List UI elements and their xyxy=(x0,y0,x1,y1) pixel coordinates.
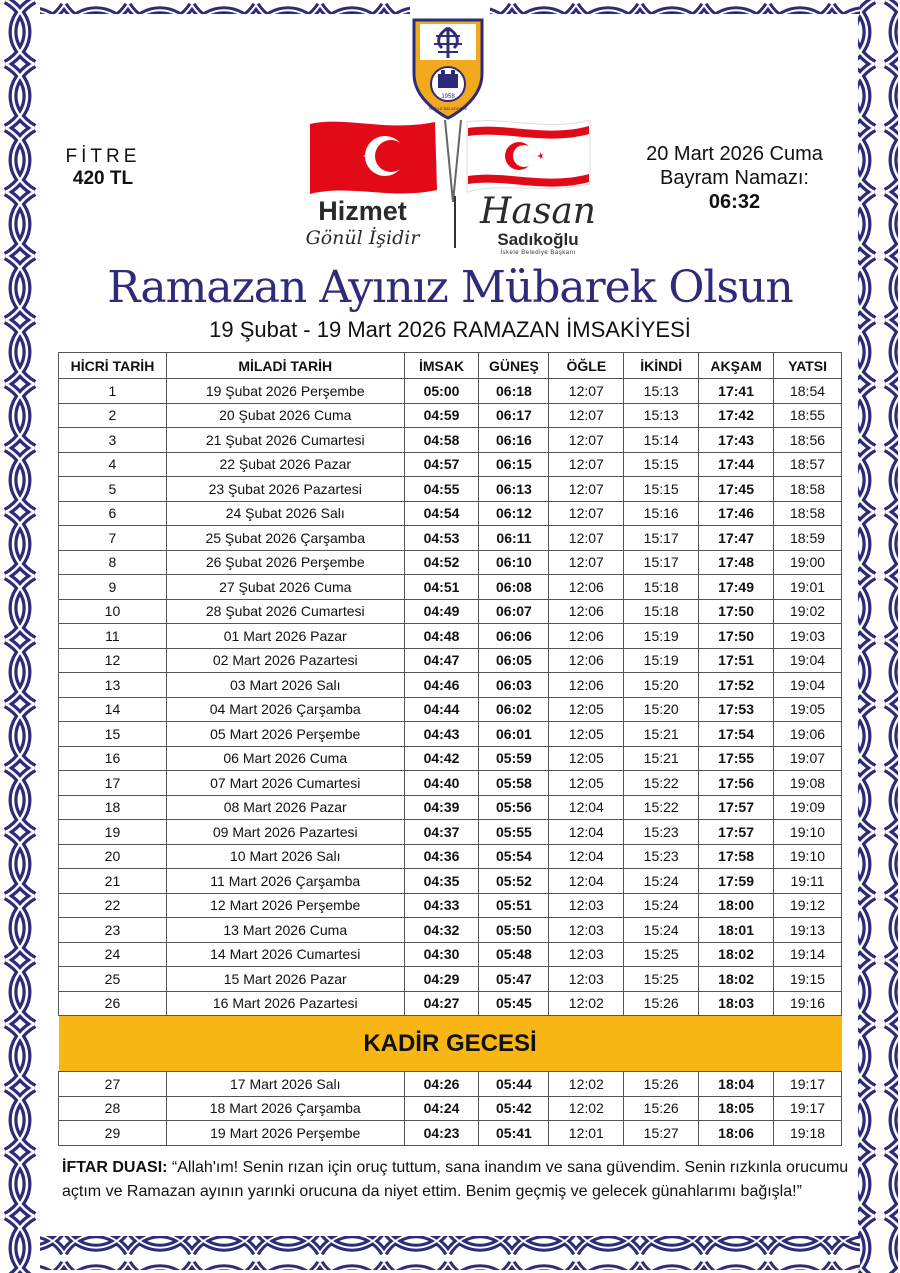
table-cell: 05:58 xyxy=(479,771,549,796)
table-cell: 10 Mart 2026 Salı xyxy=(166,844,404,869)
table-cell: 06:16 xyxy=(479,428,549,453)
table-cell: 18:02 xyxy=(699,967,774,992)
table-cell: 17:48 xyxy=(699,550,774,575)
table-cell: 19:16 xyxy=(774,991,842,1016)
table-cell: 19:10 xyxy=(774,820,842,845)
bayram-time: 06:32 xyxy=(708,191,761,213)
table-cell: 19:01 xyxy=(774,575,842,600)
table-cell: 02 Mart 2026 Pazartesi xyxy=(166,648,404,673)
table-cell: 15:21 xyxy=(624,746,699,771)
table-cell: 12:07 xyxy=(549,526,624,551)
table-cell: 19 Şubat 2026 Perşembe xyxy=(166,379,404,404)
kadir-gecesi-row xyxy=(59,1016,842,1072)
table-cell: 12:04 xyxy=(549,820,624,845)
table-row xyxy=(59,550,842,575)
table-cell: 19:06 xyxy=(774,722,842,747)
table-row xyxy=(59,1121,842,1146)
table-cell: 06 Mart 2026 Cuma xyxy=(166,746,404,771)
table-cell: 04:33 xyxy=(404,893,479,918)
table-cell: 15:17 xyxy=(624,550,699,575)
table-cell: 05:00 xyxy=(404,379,479,404)
trnc-flag-icon xyxy=(467,120,590,192)
table-cell: 04:48 xyxy=(404,624,479,649)
table-cell: 04:39 xyxy=(404,795,479,820)
table-cell: 05:45 xyxy=(479,991,549,1016)
table-cell: 27 xyxy=(59,1072,167,1097)
table-cell: 04:58 xyxy=(404,428,479,453)
table-cell: 04:36 xyxy=(404,844,479,869)
brand-word: Hizmet xyxy=(318,196,407,226)
table-cell: 20 xyxy=(59,844,167,869)
table-cell: 12:03 xyxy=(549,967,624,992)
table-cell: 18:55 xyxy=(774,403,842,428)
table-cell: 15:24 xyxy=(624,918,699,943)
table-row xyxy=(59,477,842,502)
table-cell: 17:56 xyxy=(699,771,774,796)
table-cell: 04:30 xyxy=(404,942,479,967)
table-cell: 19:14 xyxy=(774,942,842,967)
table-cell: 04:53 xyxy=(404,526,479,551)
mayor-name: Sadıkoğlu xyxy=(497,230,579,249)
table-row xyxy=(59,403,842,428)
table-row xyxy=(59,795,842,820)
table-cell: 06:05 xyxy=(479,648,549,673)
table-cell: 17:47 xyxy=(699,526,774,551)
table-cell: 15:17 xyxy=(624,526,699,551)
table-row xyxy=(59,1072,842,1097)
table-row xyxy=(59,452,842,477)
table-cell: 2 xyxy=(59,403,167,428)
table-cell: 11 xyxy=(59,624,167,649)
table-cell: 06:18 xyxy=(479,379,549,404)
table-cell: 12:04 xyxy=(549,844,624,869)
table-cell: 17:51 xyxy=(699,648,774,673)
table-cell: 10 xyxy=(59,599,167,624)
kadir-gecesi-label: KADİR GECESİ xyxy=(59,1016,842,1072)
table-cell: 15:18 xyxy=(624,599,699,624)
table-cell: 25 xyxy=(59,967,167,992)
table-row xyxy=(59,722,842,747)
table-cell: 12:03 xyxy=(549,942,624,967)
table-cell: 09 Mart 2026 Pazartesi xyxy=(166,820,404,845)
table-cell: 15:23 xyxy=(624,820,699,845)
table-row xyxy=(59,575,842,600)
mayor-title: İskele Belediye Başkanı xyxy=(500,250,576,256)
table-cell: 15:13 xyxy=(624,403,699,428)
table-cell: 04:49 xyxy=(404,599,479,624)
table-cell: 04:24 xyxy=(404,1096,479,1121)
municipality-logo-icon xyxy=(408,12,488,122)
table-cell: 12:02 xyxy=(549,991,624,1016)
table-cell: 18:58 xyxy=(774,477,842,502)
column-header: ÖĞLE xyxy=(549,353,624,379)
table-cell: 19:08 xyxy=(774,771,842,796)
table-cell: 17:55 xyxy=(699,746,774,771)
table-cell: 22 Şubat 2026 Pazar xyxy=(166,452,404,477)
table-cell: 06:13 xyxy=(479,477,549,502)
table-cell: 19:17 xyxy=(774,1072,842,1097)
iftar-dua xyxy=(62,1156,852,1204)
table-cell: 18:58 xyxy=(774,501,842,526)
table-cell: 06:02 xyxy=(479,697,549,722)
table-cell: 12:01 xyxy=(549,1121,624,1146)
table-cell: 12:03 xyxy=(549,893,624,918)
table-cell: 04:47 xyxy=(404,648,479,673)
table-cell: 19:10 xyxy=(774,844,842,869)
table-cell: 18:57 xyxy=(774,452,842,477)
table-cell: 05:44 xyxy=(479,1072,549,1097)
imsakiye-table xyxy=(58,352,842,1146)
table-cell: 12:07 xyxy=(549,501,624,526)
table-cell: 19:18 xyxy=(774,1121,842,1146)
table-cell: 19 xyxy=(59,820,167,845)
table-cell: 24 xyxy=(59,942,167,967)
table-cell: 04:37 xyxy=(404,820,479,845)
table-cell: 04:52 xyxy=(404,550,479,575)
table-cell: 15:24 xyxy=(624,869,699,894)
table-cell: 12:06 xyxy=(549,599,624,624)
table-cell: 19:12 xyxy=(774,893,842,918)
table-cell: 18:04 xyxy=(699,1072,774,1097)
table-cell: 11 Mart 2026 Çarşamba xyxy=(166,869,404,894)
table-cell: 12:05 xyxy=(549,697,624,722)
dua-text: “Allah'ım! Senin rızan için oruç tuttum, sana inandım ve sana güvendim. Senin rızkınla orucumu açtım ve Ramazan ayının yarınki orucuna da niyet ettim. Benim geçmiş ve gelecek günahlarımı bağışla!” xyxy=(62,1159,849,1200)
table-cell: 24 Şubat 2026 Salı xyxy=(166,501,404,526)
logo-year: 1958 xyxy=(441,94,455,100)
table-cell: 12:07 xyxy=(549,428,624,453)
table-cell: 12:07 xyxy=(549,403,624,428)
column-header: HİCRİ TARİH xyxy=(59,353,167,379)
table-cell: 15:15 xyxy=(624,477,699,502)
table-cell: 12:04 xyxy=(549,795,624,820)
dua-heading: İFTAR DUASI: xyxy=(62,1159,168,1176)
table-cell: 14 xyxy=(59,697,167,722)
table-cell: 08 Mart 2026 Pazar xyxy=(166,795,404,820)
table-row xyxy=(59,379,842,404)
table-cell: 04:43 xyxy=(404,722,479,747)
table-cell: 14 Mart 2026 Cumartesi xyxy=(166,942,404,967)
table-cell: 29 xyxy=(59,1121,167,1146)
table-cell: 19:04 xyxy=(774,673,842,698)
table-cell: 25 Şubat 2026 Çarşamba xyxy=(166,526,404,551)
table-cell: 28 xyxy=(59,1096,167,1121)
table-cell: 20 Şubat 2026 Cuma xyxy=(166,403,404,428)
table-cell: 15 xyxy=(59,722,167,747)
table-cell: 12 Mart 2026 Perşembe xyxy=(166,893,404,918)
table-cell: 15:22 xyxy=(624,771,699,796)
table-cell: 21 xyxy=(59,869,167,894)
table-cell: 12:02 xyxy=(549,1096,624,1121)
table-cell: 05:50 xyxy=(479,918,549,943)
table-row xyxy=(59,771,842,796)
table-cell: 28 Şubat 2026 Cumartesi xyxy=(166,599,404,624)
column-header: AKŞAM xyxy=(699,353,774,379)
table-cell: 01 Mart 2026 Pazar xyxy=(166,624,404,649)
table-cell: 05:52 xyxy=(479,869,549,894)
table-cell: 05 Mart 2026 Perşembe xyxy=(166,722,404,747)
table-cell: 06:07 xyxy=(479,599,549,624)
table-cell: 19:13 xyxy=(774,918,842,943)
table-cell: 04:42 xyxy=(404,746,479,771)
table-cell: 04:26 xyxy=(404,1072,479,1097)
column-header: MİLADİ TARİH xyxy=(166,353,404,379)
table-cell: 13 xyxy=(59,673,167,698)
table-cell: 06:03 xyxy=(479,673,549,698)
table-cell: 05:59 xyxy=(479,746,549,771)
table-cell: 19:07 xyxy=(774,746,842,771)
table-cell: 06:11 xyxy=(479,526,549,551)
table-cell: 16 xyxy=(59,746,167,771)
table-cell: 18:05 xyxy=(699,1096,774,1121)
bayram-prayer-box xyxy=(612,142,857,214)
table-cell: 04:27 xyxy=(404,991,479,1016)
table-cell: 15:19 xyxy=(624,648,699,673)
table-cell: 05:41 xyxy=(479,1121,549,1146)
table-cell: 17:43 xyxy=(699,428,774,453)
table-cell: 4 xyxy=(59,452,167,477)
fitre-value: 420 TL xyxy=(72,168,134,189)
column-header: GÜNEŞ xyxy=(479,353,549,379)
table-row xyxy=(59,1096,842,1121)
table-cell: 04 Mart 2026 Çarşamba xyxy=(166,697,404,722)
table-cell: 03 Mart 2026 Salı xyxy=(166,673,404,698)
table-cell: 12:06 xyxy=(549,648,624,673)
table-cell: 12:07 xyxy=(549,379,624,404)
table-cell: 17:57 xyxy=(699,795,774,820)
table-cell: 19:02 xyxy=(774,599,842,624)
page-title: Ramazan Ayınız Mübarek Olsun xyxy=(107,262,793,313)
table-cell: 27 Şubat 2026 Cuma xyxy=(166,575,404,600)
table-cell: 04:29 xyxy=(404,967,479,992)
table-cell: 13 Mart 2026 Cuma xyxy=(166,918,404,943)
table-cell: 06:15 xyxy=(479,452,549,477)
fitre-label: FİTRE xyxy=(65,146,141,167)
table-cell: 7 xyxy=(59,526,167,551)
table-cell: 15:26 xyxy=(624,1096,699,1121)
table-cell: 12:06 xyxy=(549,673,624,698)
table-cell: 15 Mart 2026 Pazar xyxy=(166,967,404,992)
table-cell: 19 Mart 2026 Perşembe xyxy=(166,1121,404,1146)
table-cell: 12:07 xyxy=(549,452,624,477)
table-row xyxy=(59,893,842,918)
table-cell: 19:05 xyxy=(774,697,842,722)
table-cell: 17:53 xyxy=(699,697,774,722)
table-cell: 18:02 xyxy=(699,942,774,967)
flags-graphic xyxy=(305,112,595,202)
table-cell: 15:15 xyxy=(624,452,699,477)
table-cell: 21 Şubat 2026 Cumartesi xyxy=(166,428,404,453)
table-cell: 18:00 xyxy=(699,893,774,918)
table-row xyxy=(59,526,842,551)
table-cell: 1 xyxy=(59,379,167,404)
table-cell: 05:54 xyxy=(479,844,549,869)
table-cell: 15:21 xyxy=(624,722,699,747)
table-cell: 12:04 xyxy=(549,869,624,894)
table-cell: 04:46 xyxy=(404,673,479,698)
table-cell: 17:42 xyxy=(699,403,774,428)
table-cell: 22 xyxy=(59,893,167,918)
table-cell: 18:06 xyxy=(699,1121,774,1146)
table-row xyxy=(59,428,842,453)
table-cell: 06:01 xyxy=(479,722,549,747)
table-cell: 19:09 xyxy=(774,795,842,820)
table-cell: 3 xyxy=(59,428,167,453)
brand-right xyxy=(468,191,608,256)
table-cell: 17:45 xyxy=(699,477,774,502)
table-cell: 04:32 xyxy=(404,918,479,943)
table-cell: 15:25 xyxy=(624,967,699,992)
table-cell: 17:46 xyxy=(699,501,774,526)
bayram-date: 20 Mart 2026 Cuma xyxy=(646,143,823,165)
table-cell: 18:59 xyxy=(774,526,842,551)
table-row xyxy=(59,820,842,845)
table-cell: 04:23 xyxy=(404,1121,479,1146)
logo-ring-text: İSKELE BELEDİYESİ xyxy=(428,106,468,111)
bayram-label: Bayram Namazı: xyxy=(660,167,809,189)
turkey-flag-icon xyxy=(310,122,437,194)
table-cell: 23 Şubat 2026 Pazartesi xyxy=(166,477,404,502)
table-cell: 17:41 xyxy=(699,379,774,404)
table-cell: 15:27 xyxy=(624,1121,699,1146)
table-cell: 12:07 xyxy=(549,477,624,502)
table-row xyxy=(59,501,842,526)
table-cell: 12:03 xyxy=(549,918,624,943)
table-cell: 19:04 xyxy=(774,648,842,673)
table-cell: 04:44 xyxy=(404,697,479,722)
table-cell: 12:06 xyxy=(549,575,624,600)
table-row xyxy=(59,991,842,1016)
table-row xyxy=(59,942,842,967)
table-cell: 16 Mart 2026 Pazartesi xyxy=(166,991,404,1016)
table-cell: 18:01 xyxy=(699,918,774,943)
table-cell: 12:05 xyxy=(549,771,624,796)
table-cell: 12:02 xyxy=(549,1072,624,1097)
table-cell: 23 xyxy=(59,918,167,943)
table-cell: 15:26 xyxy=(624,1072,699,1097)
table-row xyxy=(59,918,842,943)
table-cell: 05:42 xyxy=(479,1096,549,1121)
table-cell: 18:56 xyxy=(774,428,842,453)
table-cell: 9 xyxy=(59,575,167,600)
table-cell: 19:17 xyxy=(774,1096,842,1121)
table-cell: 8 xyxy=(59,550,167,575)
table-cell: 26 xyxy=(59,991,167,1016)
table-cell: 17:49 xyxy=(699,575,774,600)
table-cell: 04:54 xyxy=(404,501,479,526)
table-cell: 06:10 xyxy=(479,550,549,575)
table-cell: 05:51 xyxy=(479,893,549,918)
table-cell: 19:15 xyxy=(774,967,842,992)
table-cell: 07 Mart 2026 Cumartesi xyxy=(166,771,404,796)
table-cell: 15:25 xyxy=(624,942,699,967)
brand-tagline: Gönül İşidir xyxy=(305,227,420,249)
table-cell: 04:51 xyxy=(404,575,479,600)
table-row xyxy=(59,746,842,771)
table-cell: 17:57 xyxy=(699,820,774,845)
table-cell: 15:19 xyxy=(624,624,699,649)
table-cell: 5 xyxy=(59,477,167,502)
table-cell: 17:44 xyxy=(699,452,774,477)
table-cell: 15:23 xyxy=(624,844,699,869)
table-row xyxy=(59,648,842,673)
table-cell: 18 xyxy=(59,795,167,820)
mayor-signature: Hasan xyxy=(480,191,596,232)
table-cell: 15:24 xyxy=(624,893,699,918)
table-row xyxy=(59,697,842,722)
table-cell: 19:11 xyxy=(774,869,842,894)
table-row xyxy=(59,673,842,698)
table-cell: 05:55 xyxy=(479,820,549,845)
table-cell: 15:14 xyxy=(624,428,699,453)
table-cell: 15:22 xyxy=(624,795,699,820)
table-cell: 04:55 xyxy=(404,477,479,502)
table-cell: 6 xyxy=(59,501,167,526)
table-cell: 06:12 xyxy=(479,501,549,526)
table-cell: 04:40 xyxy=(404,771,479,796)
table-cell: 26 Şubat 2026 Perşembe xyxy=(166,550,404,575)
brand-left xyxy=(300,196,425,249)
table-cell: 15:16 xyxy=(624,501,699,526)
table-cell: 15:13 xyxy=(624,379,699,404)
table-cell: 17:54 xyxy=(699,722,774,747)
table-cell: 18 Mart 2026 Çarşamba xyxy=(166,1096,404,1121)
table-cell: 19:03 xyxy=(774,624,842,649)
table-cell: 15:18 xyxy=(624,575,699,600)
table-row xyxy=(59,624,842,649)
table-cell: 12:07 xyxy=(549,550,624,575)
table-cell: 06:17 xyxy=(479,403,549,428)
table-cell: 17 Mart 2026 Salı xyxy=(166,1072,404,1097)
table-cell: 05:48 xyxy=(479,942,549,967)
table-cell: 06:08 xyxy=(479,575,549,600)
table-row xyxy=(59,599,842,624)
table-cell: 12:05 xyxy=(549,746,624,771)
fitre-box xyxy=(58,146,148,190)
table-row xyxy=(59,869,842,894)
table-cell: 17 xyxy=(59,771,167,796)
table-cell: 12:05 xyxy=(549,722,624,747)
table-header-row xyxy=(59,353,842,379)
table-cell: 12:06 xyxy=(549,624,624,649)
table-cell: 15:26 xyxy=(624,991,699,1016)
table-cell: 19:00 xyxy=(774,550,842,575)
table-cell: 04:35 xyxy=(404,869,479,894)
table-cell: 05:56 xyxy=(479,795,549,820)
table-cell: 15:20 xyxy=(624,673,699,698)
table-cell: 18:03 xyxy=(699,991,774,1016)
table-cell: 17:59 xyxy=(699,869,774,894)
table-cell: 04:57 xyxy=(404,452,479,477)
table-cell: 04:59 xyxy=(404,403,479,428)
table-cell: 17:50 xyxy=(699,599,774,624)
table-cell: 15:20 xyxy=(624,697,699,722)
column-header: İKİNDİ xyxy=(624,353,699,379)
brand-divider xyxy=(454,196,456,248)
table-row xyxy=(59,967,842,992)
table-row xyxy=(59,844,842,869)
column-header: İMSAK xyxy=(404,353,479,379)
column-header: YATSI xyxy=(774,353,842,379)
table-cell: 17:58 xyxy=(699,844,774,869)
table-cell: 18:54 xyxy=(774,379,842,404)
table-cell: 06:06 xyxy=(479,624,549,649)
table-cell: 05:47 xyxy=(479,967,549,992)
table-cell: 12 xyxy=(59,648,167,673)
table-cell: 17:50 xyxy=(699,624,774,649)
table-cell: 17:52 xyxy=(699,673,774,698)
page-subtitle: 19 Şubat - 19 Mart 2026 RAMAZAN İMSAKİYESİ xyxy=(209,317,691,342)
